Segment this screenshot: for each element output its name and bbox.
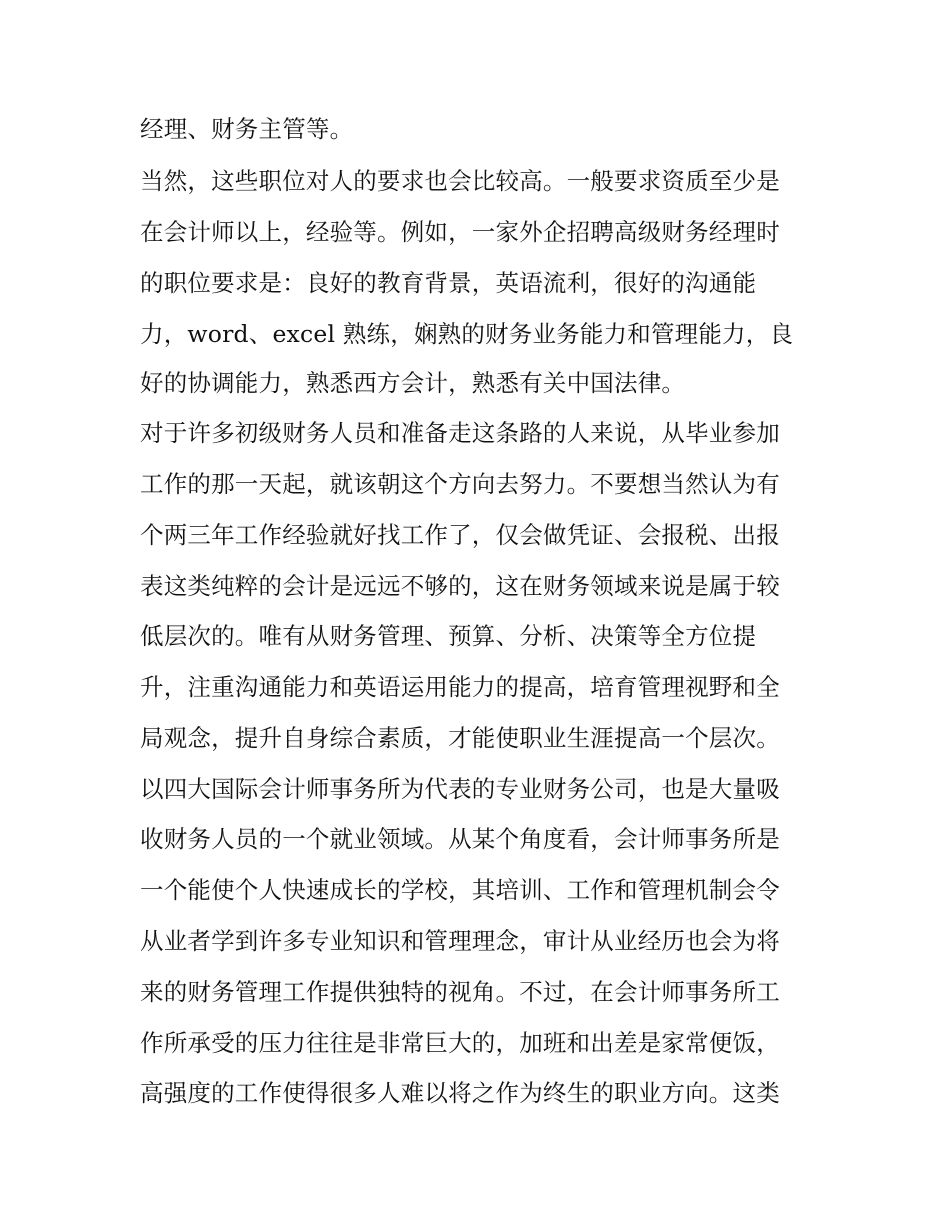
text-line-13: 局观念，提升自身综合素质，才能使职业生涯提高一个层次。 (140, 724, 780, 752)
text-line-6: 好的协调能力，熟悉西方会计，熟悉有关中国法律。 (140, 369, 686, 397)
text-line-10: 表这类纯粹的会计是远远不够的，这在财务领域来说是属于较 (140, 572, 780, 600)
text-line-20: 高强度的工作使得很多人难以将之作为终生的职业方向。这类 (140, 1079, 780, 1107)
text-line-8: 工作的那一天起，就该朝这个方向去努力。不要想当然认为有 (140, 470, 780, 498)
text-line-19: 作所承受的压力往往是非常巨大的，加班和出差是家常便饭， (140, 1029, 780, 1057)
text-line-18: 来的财务管理工作提供独特的视角。不过，在会计师事务所工 (140, 978, 780, 1006)
text-line-17: 从业者学到许多专业知识和管理理念，审计从业经历也会为将 (140, 927, 780, 955)
text-line-12: 升，注重沟通能力和英语运用能力的提高，培育管理视野和全 (140, 673, 780, 701)
text-line-4: 的职位要求是：良好的教育背景，英语流利，很好的沟通能 (140, 269, 757, 297)
text-line-1: 经理、财务主管等。 (140, 115, 354, 143)
text-line-15: 收财务人员的一个就业领域。从某个角度看，会计师事务所是 (140, 825, 780, 853)
text-line-3: 在会计师以上，经验等。例如，一家外企招聘高级财务经理时 (140, 218, 780, 246)
text-line-16: 一个能使个人快速成长的学校，其培训、工作和管理机制会令 (140, 876, 780, 904)
text-line-9: 个两三年工作经验就好找工作了，仅会做凭证、会报税、出报 (140, 521, 780, 549)
text-line-11: 低层次的。唯有从财务管理、预算、分析、决策等全方位提 (140, 622, 757, 650)
text-line-7: 对于许多初级财务人员和准备走这条路的人来说，从毕业参加 (140, 419, 780, 447)
text-line-2: 当然，这些职位对人的要求也会比较高。一般要求资质至少是 (140, 167, 780, 195)
text-line-5: 力，word、excel 熟练，娴熟的财务业务能力和管理能力，良 (140, 320, 794, 348)
text-line-14: 以四大国际会计师事务所为代表的专业财务公司，也是大量吸 (140, 775, 780, 803)
